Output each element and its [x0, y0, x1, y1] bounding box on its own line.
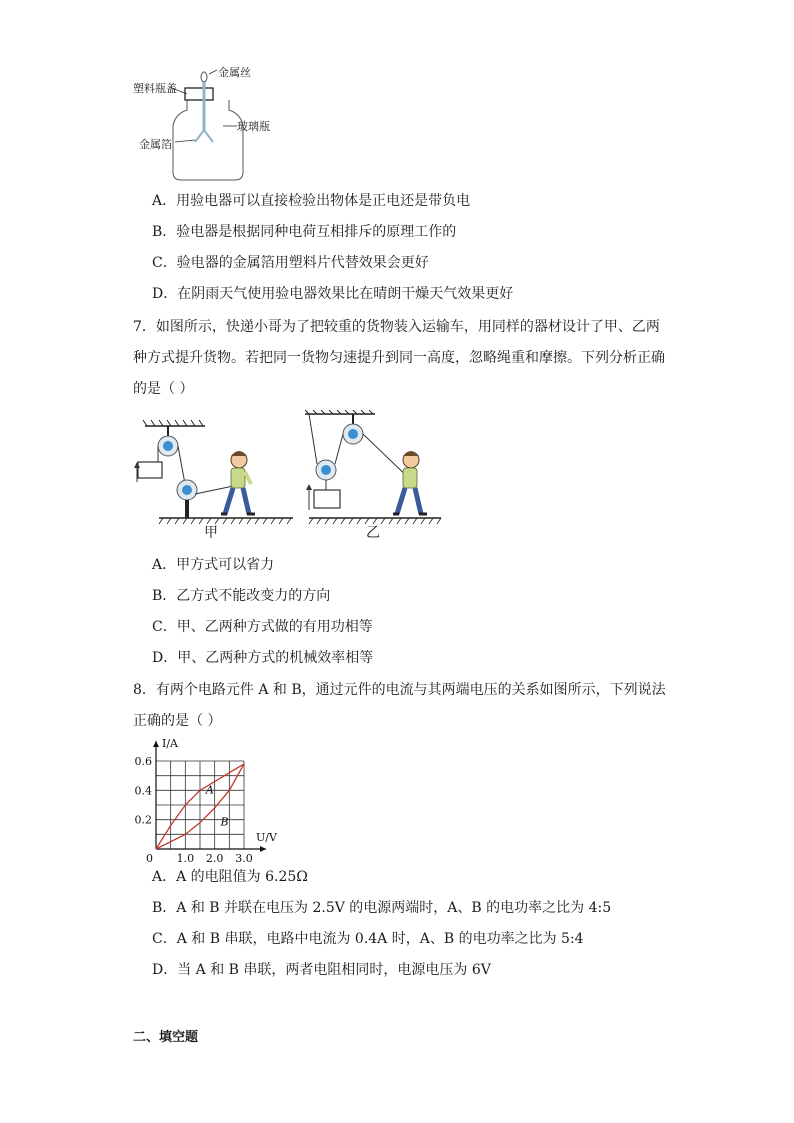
y-axis-label: I/A — [162, 737, 178, 750]
q7-option-c: C．甲、乙两种方式做的有用功相等 — [152, 619, 373, 635]
q8-option-c: C．A 和 B 串联，电路中电流为 0.4A 时，A、B 的电功率之比为 5:4 — [152, 931, 584, 947]
q7-option-b: B．乙方式不能改变力的方向 — [152, 588, 331, 604]
y-tick-label: 0.6 — [134, 755, 152, 768]
label-plastic-cap: 塑料瓶盖 — [133, 82, 177, 95]
series-label-a: A — [205, 783, 214, 797]
x-tick-label: 2.0 — [205, 852, 224, 862]
y-tick-label: 0.2 — [134, 813, 152, 827]
y-tick-label: 0.4 — [134, 784, 152, 798]
section-title: 二、填空题 — [133, 1030, 199, 1045]
pulley-setup-jia — [134, 420, 293, 524]
figure-label-jia: 甲 — [204, 525, 218, 541]
x-tick-label: 3.0 — [235, 852, 253, 862]
iu-chart-svg — [125, 732, 295, 862]
y-axis-arrow — [153, 741, 159, 747]
label-metal-wire: 金属丝 — [218, 66, 251, 79]
q8-option-d: D．当 A 和 B 串联，两者电阻相同时，电源电压为 6V — [152, 962, 491, 978]
q6-option-b: B．验电器是根据同种电荷互相排斥的原理工作的 — [152, 224, 457, 240]
q7-stem-line-3: 的是（ ） — [133, 381, 194, 397]
pulley-setup-yi — [305, 410, 441, 524]
label-metal-foil: 金属箔 — [139, 138, 172, 151]
iu-chart — [125, 732, 295, 862]
q6-option-c: C．验电器的金属箔用塑料片代替效果会更好 — [152, 255, 429, 271]
origin-label: 0 — [146, 852, 153, 862]
q7-stem-line-2: 种方式提升货物。若把同一货物匀速提升到同一高度，忽略绳重和摩擦。下列分析正确 — [133, 350, 665, 366]
q8-stem-line-1: 8．有两个电路元件 A 和 B，通过元件的电流与其两端电压的关系如图所示，下列说法 — [133, 682, 666, 698]
q8-option-a: A．A 的电阻值为 6.25Ω — [152, 869, 308, 885]
q8-option-b: B．A 和 B 并联在电压为 2.5V 的电源两端时，A、B 的电功率之比为 4:5 — [152, 900, 612, 916]
label-glass-bottle: 玻璃瓶 — [237, 120, 270, 133]
q6-option-a: A．用验电器可以直接检验出物体是正电还是带负电 — [152, 193, 471, 209]
q6-option-d: D．在阴雨天气使用验电器效果比在晴朗干燥天气效果更好 — [152, 286, 514, 302]
x-axis-label: U/V — [256, 831, 277, 844]
series-label-b: B — [220, 815, 229, 829]
x-tick-label: 1.0 — [176, 852, 195, 862]
electroscope-figure — [125, 60, 285, 185]
pulley-figure — [125, 410, 455, 545]
x-axis-arrow — [260, 846, 266, 852]
q7-option-a: A．甲方式可以省力 — [152, 557, 275, 573]
pulley-drawing — [125, 410, 455, 545]
q8-stem-line-2: 正确的是（ ） — [133, 713, 222, 729]
figure-label-yi: 乙 — [366, 525, 380, 541]
q7-stem-line-1: 7．如图所示，快递小哥为了把较重的货物装入运输车，用同样的器材设计了甲、乙两 — [133, 319, 660, 335]
q7-option-d: D．甲、乙两种方式的机械效率相等 — [152, 650, 374, 666]
